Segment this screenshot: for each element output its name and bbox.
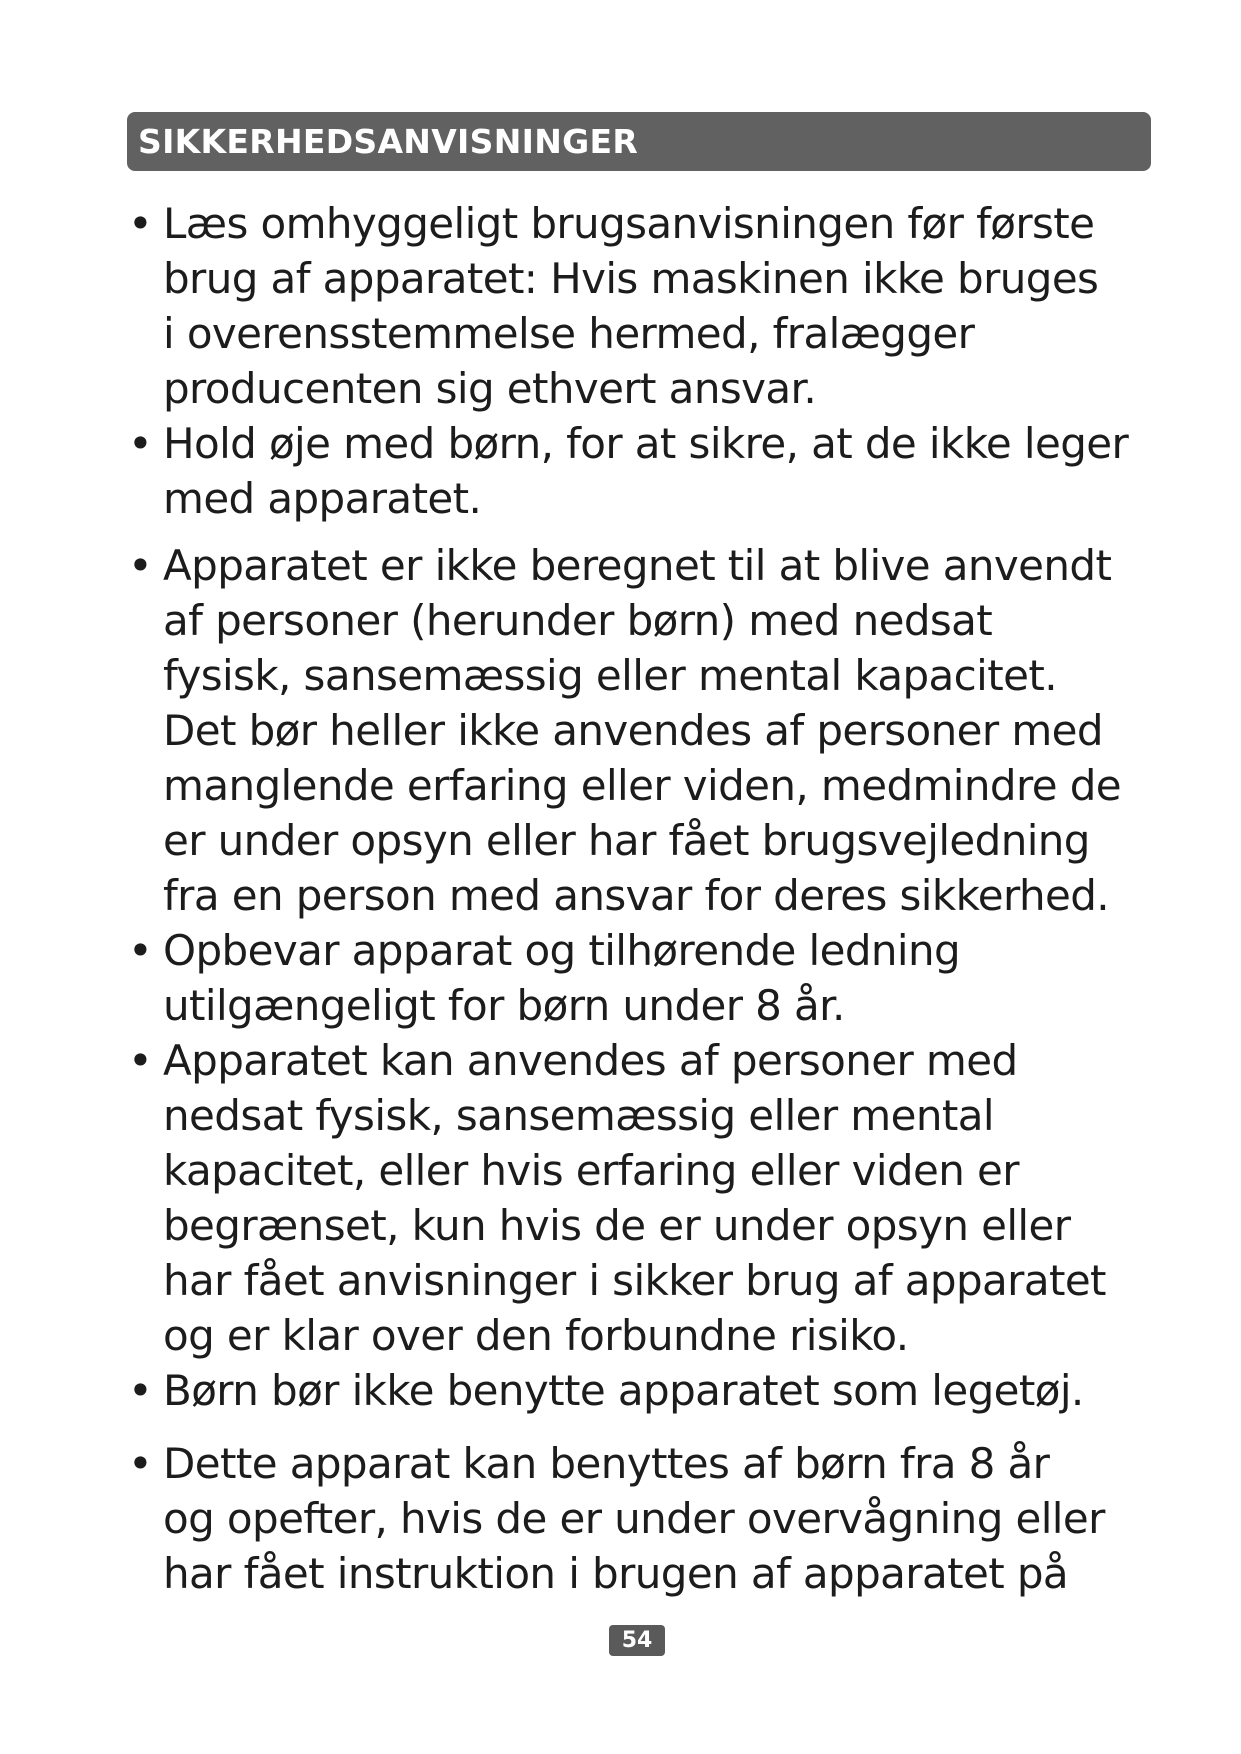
list-item <box>128 416 1168 526</box>
bullet-icon: • <box>128 926 153 975</box>
list-item-text: Børn bør ikke benytte apparatet som legetøj. <box>163 1366 1084 1415</box>
list-item-text: Læs omhyggeligt brugsanvisningen før første brug af apparatet: Hvis maskinen ikke bruges i overensstemmelse hermed, fralægger producenten sig ethvert ansvar. <box>163 199 1099 413</box>
section-title: SIKKERHEDSANVISNINGER <box>138 122 639 161</box>
list-item <box>128 923 1168 1033</box>
bullet-icon: • <box>128 541 153 590</box>
list-item <box>128 538 1168 923</box>
list-item-text: Apparatet kan anvendes af personer med nedsat fysisk, sansemæssig eller mental kapacitet, eller hvis erfaring eller viden er begrænset, kun hvis de er under opsyn eller har fået anvisninger i sikker brug af apparatet og er klar over den forbundne risiko. <box>163 1036 1106 1360</box>
list-item <box>128 1033 1168 1363</box>
page-number: 54 <box>609 1625 665 1656</box>
list-item-text: Opbevar apparat og tilhørende ledning utilgængeligt for børn under 8 år. <box>163 926 961 1030</box>
bullet-icon: • <box>128 1366 153 1415</box>
list-item-text: Apparatet er ikke beregnet til at blive anvendt af personer (herunder børn) med nedsat fysisk, sansemæssig eller mental kapacitet. Det bør heller ikke anvendes af personer med manglende erfaring eller viden, medmindre de er under opsyn eller har fået brugsvejledning fra en person med ansvar for deres sikkerhed. <box>163 541 1121 920</box>
bullet-icon: • <box>128 199 153 248</box>
bullet-icon: • <box>128 1036 153 1085</box>
list-item <box>128 196 1168 416</box>
safety-instructions-list <box>128 196 1168 1601</box>
list-item-text: Dette apparat kan benyttes af børn fra 8 år og opefter, hvis de er under overvågning eller har fået instruktion i brugen af apparatet på <box>163 1439 1105 1598</box>
list-item-text: Hold øje med børn, for at sikre, at de ikke leger med apparatet. <box>163 419 1129 523</box>
list-item <box>128 1363 1168 1418</box>
bullet-icon: • <box>128 1439 153 1488</box>
list-item <box>128 1436 1168 1601</box>
bullet-icon: • <box>128 419 153 468</box>
section-header-bar <box>127 112 1151 171</box>
